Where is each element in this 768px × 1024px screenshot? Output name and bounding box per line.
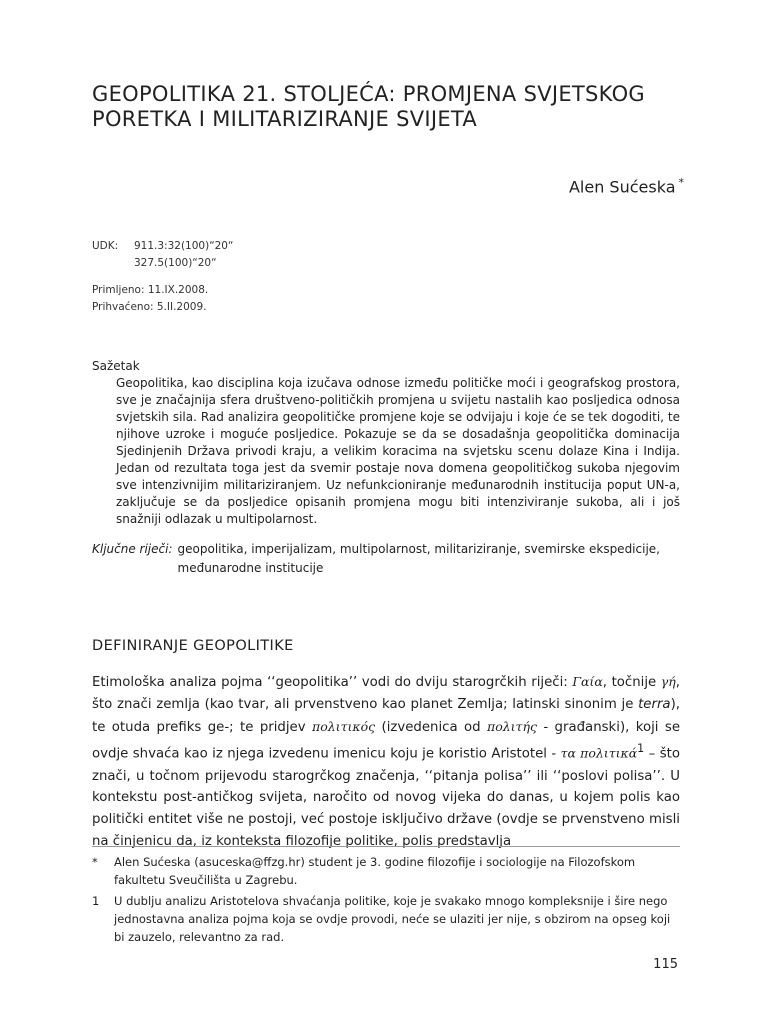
footnote — [92, 853, 680, 889]
footnote-divider — [92, 846, 680, 847]
keywords-label: Ključne riječi: — [92, 542, 173, 556]
body-text-segment: – što znači, u točnom prijevodu starogrčkog značenja, ‘‘pitanja polisa’’ ili ‘‘poslovi polisa’’. U kontekstu post-antičkog svijeta, naročito od novog vijeka do danas, u kojem polis kao politički entitet više ne postoji, već postoje isključivo države (ovdje se prvenstveno misli na činjenicu da, iz konteksta filozofije politike, polis predstavlja — [92, 746, 680, 849]
footnote-text: Alen Sućeska (asuceska@ffzg.hr) student je 3. godine filozofije i sociologije na Filozofskom fakultetu Sveučilišta u Zagrebu. — [114, 855, 636, 887]
author-name: Alen Sućeska — [568, 177, 676, 197]
body-text-segment: Etimološka analiza pojma ‘‘geopolitika’’ vodi do dviju starogrčkih riječi: — [92, 675, 573, 690]
body-text-segment: ), te otuda prefiks ge-; te pridjev — [92, 696, 680, 735]
article-title — [92, 82, 692, 132]
author-footnote-mark: * — [678, 176, 684, 189]
dates-block — [92, 282, 208, 316]
udk-label: UDK: — [92, 240, 119, 252]
greek-word: τα πολιτικά — [560, 745, 638, 761]
page-number: 115 — [653, 957, 678, 972]
udk-block — [92, 238, 233, 272]
abstract-text: Geopolitika, kao disciplina koja izučava odnose između političke moći i geografskog prostora, sve je značajnija sfera društveno-političkih promjena u svijetu nastalih kao posljedica odnosa svjetskih sila. Rad analizira geopolitičke promjene koje se odvijaju i koje će se tek dogoditi, te njihove uzroke i moguće posljedice. Pokazuje se da se dosadašnja geopolitička dominacija Sjedinjenih Država privodi kraju, a velikim koracima na svjetsku scenu dolaze Kina i Indija. Jedan od rezultata toga jest da svemir postaje nova domena geopolitičkog sukoba njegovim sve intenzivnijim militariziranjem. Uz nefunkcioniranje međunarodnih institucija poput UN-a, zaključuje se da posljedice opisanih promjena mogu biti intenziviranje sukoba, ali i još snažniji odlazak u multipolarnost. — [116, 376, 680, 526]
body-text-segment: , točnije — [602, 675, 661, 690]
keywords — [92, 540, 680, 578]
footnote-mark: * — [92, 855, 98, 869]
greek-word: γή — [660, 674, 676, 689]
accepted-date: Prihvaćeno: 5.II.2009. — [92, 301, 207, 313]
greek-word: πολιτικός — [312, 718, 376, 734]
author — [569, 176, 684, 196]
abstract — [92, 358, 680, 528]
body-text-segment: , što znači zemlja (kao tvar, ali prvenstveno kao planet Zemlja; latinski sinonim je — [92, 675, 680, 712]
title-line-1: GEOPOLITIKA 21. STOLJEĆA: PROMJENA SVJETSKOG — [92, 82, 646, 106]
greek-word: Γαία — [572, 674, 603, 689]
keywords-text: geopolitika, imperijalizam, multipolarnost, militariziranje, svemirske ekspedicije, međunarodne institucije — [177, 542, 660, 575]
udk-value: 327.5(100)“20“ — [134, 257, 217, 269]
footnote-mark: 1 — [92, 894, 100, 908]
section-heading: DEFINIRANJE GEOPOLITIKE — [92, 638, 294, 654]
body-text-segment: - građanski), koji se ovdje shvaća kao iz njega izvedenu imenicu koju je koristio Aristotel - — [92, 719, 681, 762]
footnote-reference[interactable]: 1 — [637, 742, 645, 756]
abstract-label: Sažetak — [92, 359, 140, 373]
udk-value: 911.3:32(100)“20“ — [134, 240, 234, 252]
udk-values — [134, 238, 233, 272]
body-paragraph — [92, 671, 680, 853]
greek-word: πολιτής — [486, 718, 537, 734]
latin-term: terra — [638, 696, 671, 712]
footnote — [92, 892, 680, 946]
received-date: Primljeno: 11.IX.2008. — [92, 284, 209, 296]
body-text-segment: (izvedenica od — [375, 719, 487, 735]
footnote-text: U dublju analizu Aristotelova shvaćanja politike, koje je svakako mnogo kompleksnije i šire nego jednostavna analiza pojma koja se ovdje provodi, neće se ulaziti jer nije, s obzirom na opseg koji bi zauzelo, relevantno za rad. — [114, 894, 671, 944]
title-line-2: PORETKA I MILITARIZIRANJE SVIJETA — [92, 107, 478, 131]
